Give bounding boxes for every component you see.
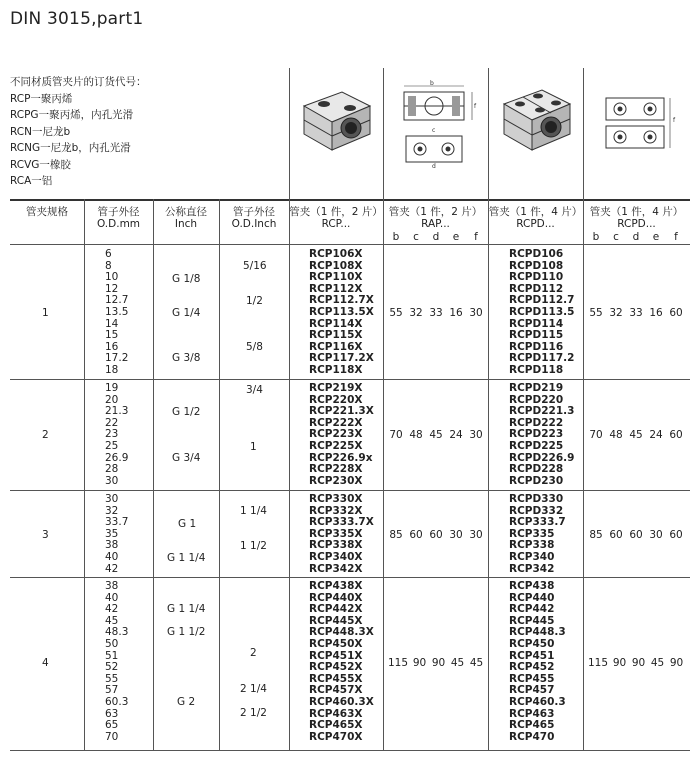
- nominal-cell: G 1 1/2: [167, 626, 206, 638]
- dim-letter: e: [452, 231, 460, 243]
- header-rcp-code: RCP...: [321, 218, 351, 230]
- svg-text:f: f: [673, 117, 676, 124]
- col-divider: [583, 199, 584, 750]
- rcpd-dims-row: [586, 429, 686, 441]
- header-od-mm: [84, 206, 153, 230]
- header-od-inch-cn: 管子外径: [233, 206, 275, 218]
- dim-value: 85: [389, 529, 403, 541]
- dim-value: 55: [589, 307, 603, 319]
- dim-value: 115: [387, 657, 409, 669]
- row-divider: [10, 577, 690, 578]
- legend-item: RCN一尼龙b: [10, 125, 71, 138]
- dim-letter: d: [632, 231, 640, 243]
- size-cell: 1: [42, 307, 49, 319]
- rcp-code-cell: RCP106X RCP108X RCP110X RCP112X RCP112.7X RCP113.5X RCP114X RCP115X RCP116X RCP117.2X RCP118X: [309, 248, 374, 376]
- dim-letter: d: [432, 231, 440, 243]
- dim-value: 60: [609, 529, 623, 541]
- dim-value: 85: [589, 529, 603, 541]
- rcpd-dim-letters: [586, 231, 686, 243]
- dim-value: 55: [389, 307, 403, 319]
- nominal-cell: G 1 1/4: [167, 552, 206, 564]
- header-bottom-border: [10, 244, 690, 245]
- dim-value: 90: [431, 657, 446, 669]
- header-rcpd-cn: 管夹（1 件，4 片）: [488, 206, 583, 218]
- dim-value: 70: [589, 429, 603, 441]
- dim-value: 30: [449, 529, 463, 541]
- dim-value: 90: [612, 657, 627, 669]
- header-rcpd2: [583, 206, 690, 230]
- dim-value: 16: [649, 307, 663, 319]
- nominal-cell: G 1/2: [172, 406, 201, 418]
- dim-value: 90: [669, 657, 684, 669]
- od-inch-cell: 2 1/2: [240, 707, 267, 719]
- header-size: 管夹规格: [26, 206, 68, 218]
- od-inch-cell: 1: [250, 441, 257, 453]
- rcpd-code-cell: RCPD330 RCPD332 RCP333.7 RCP335 RCP338 RCP340 RCP342: [509, 493, 566, 575]
- dim-value: 45: [429, 429, 443, 441]
- dim-value: 32: [409, 307, 423, 319]
- legend-item: RCA一铝: [10, 175, 53, 187]
- header-nominal-cn: 公称直径: [165, 206, 207, 218]
- dim-value: 24: [449, 429, 463, 441]
- rcp-code-cell: RCP330X RCP332X RCP333.7X RCP335X RCP338X RCP340X RCP342X: [309, 493, 374, 575]
- od-inch-cell: 2: [250, 647, 257, 659]
- legend-heading: 不同材质管夹片的订货代号：: [10, 76, 147, 88]
- dim-letter: c: [613, 231, 619, 243]
- dim-value: 60: [669, 429, 683, 441]
- row-divider: [10, 490, 690, 491]
- od-inch-cell: 3/4: [246, 384, 263, 396]
- dim-value: 60: [669, 307, 683, 319]
- dim-value: 90: [412, 657, 427, 669]
- table-bottom-border: [10, 750, 690, 751]
- dim-value: 60: [409, 529, 423, 541]
- dim-value: 30: [649, 529, 663, 541]
- od-inch-cell: 2 1/4: [240, 683, 267, 695]
- rcpd-dimension-drawing: [596, 92, 688, 164]
- header-rap-code: RAP...: [421, 218, 450, 230]
- dim-value: 32: [609, 307, 623, 319]
- legend-item: RCVG一橡胶: [10, 158, 71, 171]
- dim-value: 33: [629, 307, 643, 319]
- rcpd-dims-row: [586, 307, 686, 319]
- rap-dims-row: [386, 307, 486, 319]
- dim-letter: b: [592, 231, 600, 243]
- dim-value: 45: [450, 657, 465, 669]
- size-cell: 3: [42, 529, 49, 541]
- header-nominal-unit: Inch: [174, 218, 198, 230]
- header-rap: [383, 206, 488, 230]
- table-top-border: [10, 199, 690, 201]
- col-divider: [219, 199, 220, 750]
- dim-value: 30: [469, 429, 483, 441]
- dim-value: 16: [449, 307, 463, 319]
- dim-value: 45: [650, 657, 665, 669]
- col-divider: [84, 199, 85, 750]
- od-inch-cell: 1 1/4: [240, 505, 267, 517]
- header-rcp-cn: 管夹（1 件，2 片）: [289, 206, 383, 218]
- header-nominal: [153, 206, 219, 230]
- rcpd-code-cell: RCPD106 RCPD108 RCPD110 RCPD112 RCPD112.7 RCPD113.5 RCPD114 RCPD115 RCPD116 RCPD117.2 RCPD118: [509, 248, 575, 376]
- nominal-cell: G 1/4: [172, 307, 201, 319]
- dim-value: 60: [429, 529, 443, 541]
- dim-value: 70: [389, 429, 403, 441]
- page-title: DIN 3015,part1: [10, 9, 144, 29]
- od-mm-cell: 38 40 42 45 48.3 50 51 52 55 57 60.3 63 65 70: [105, 580, 129, 743]
- header-rcp: [289, 206, 383, 230]
- nominal-cell: G 1/8: [172, 273, 201, 285]
- dim-value: 24: [649, 429, 663, 441]
- col-divider: [488, 199, 489, 750]
- dim-value: 45: [629, 429, 643, 441]
- clamp-2piece-image: [298, 84, 376, 154]
- divider: [289, 68, 290, 199]
- col-divider: [383, 199, 384, 750]
- svg-text:c: c: [432, 127, 436, 134]
- nominal-cell: G 1 1/4: [167, 603, 206, 615]
- header-od-inch: [219, 206, 289, 230]
- rcpd-code-cell: RCP438 RCP440 RCP442 RCP445 RCP448.3 RCP450 RCP451 RCP452 RCP455 RCP457 RCP460.3 RCP463 RCP465 RCP470: [509, 580, 566, 743]
- dim-value: 33: [429, 307, 443, 319]
- rap-dim-letters: [386, 231, 486, 243]
- dim-value: 60: [669, 529, 683, 541]
- od-inch-cell: 1/2: [246, 295, 263, 307]
- svg-text:d: d: [432, 163, 436, 170]
- od-inch-cell: 1 1/2: [240, 540, 267, 552]
- header-od-mm-cn: 管子外径: [97, 206, 140, 218]
- od-mm-cell: 30 32 33.7 35 38 40 42: [105, 493, 129, 575]
- clamp-4piece-image: [498, 82, 576, 154]
- dim-value: 90: [631, 657, 646, 669]
- rcp-code-cell: RCP219X RCP220X RCP221.3X RCP222X RCP223X RCP225X RCP226.9x RCP228X RCP230X: [309, 382, 374, 487]
- dim-letter: b: [392, 231, 400, 243]
- od-mm-cell: 6 8 10 12 12.7 13.5 14 15 16 17.2 18: [105, 248, 129, 376]
- rap-dims-row: [386, 429, 486, 441]
- nominal-cell: G 3/4: [172, 452, 201, 464]
- dim-value: 115: [587, 657, 609, 669]
- od-mm-cell: 19 20 21.3 22 23 25 26.9 28 30: [105, 382, 129, 487]
- nominal-cell: G 3/8: [172, 352, 201, 364]
- size-cell: 4: [42, 657, 49, 669]
- col-divider: [289, 199, 290, 750]
- od-inch-cell: 5/8: [246, 341, 263, 353]
- dim-value: 60: [629, 529, 643, 541]
- col-divider: [153, 199, 154, 750]
- legend-item: RCP一聚丙烯: [10, 92, 73, 105]
- header-rcpd2-code: RCPD...: [617, 218, 656, 230]
- rap-dims-row: [386, 657, 486, 669]
- rcpd-dims-row: [586, 529, 686, 541]
- divider: [488, 68, 489, 199]
- size-cell: 2: [42, 429, 49, 441]
- nominal-cell: G 2: [177, 696, 196, 708]
- dim-letter: f: [674, 231, 678, 243]
- rap-dims-row: [386, 529, 486, 541]
- dim-value: 48: [609, 429, 623, 441]
- rcpd-code-cell: RCPD219 RCPD220 RCPD221.3 RCPD222 RCPD223 RCPD225 RCPD226.9 RCPD228 RCPD230: [509, 382, 575, 487]
- od-inch-cell: 5/16: [243, 260, 267, 272]
- divider: [383, 68, 384, 199]
- header-od-mm-unit: O.D.mm: [96, 218, 141, 230]
- svg-text:f: f: [474, 103, 477, 110]
- svg-text:b: b: [430, 80, 434, 87]
- rcpd-dims-row: [586, 657, 686, 669]
- legend-item: RCNG一尼龙b，内孔光滑: [10, 142, 131, 154]
- header-rcpd2-cn: 管夹（1 件，4 片）: [589, 206, 684, 218]
- rap-dimension-drawing: [392, 78, 484, 170]
- dim-letter: e: [652, 231, 660, 243]
- divider: [583, 68, 584, 199]
- row-divider: [10, 379, 690, 380]
- nominal-cell: G 1: [178, 518, 197, 530]
- dim-value: 30: [469, 529, 483, 541]
- dim-value: 30: [469, 307, 483, 319]
- dim-letter: f: [474, 231, 478, 243]
- dim-letter: c: [413, 231, 419, 243]
- legend-item: RCPG一聚丙烯，内孔光滑: [10, 109, 134, 121]
- dim-value: 45: [469, 657, 484, 669]
- header-rcpd: [488, 206, 583, 230]
- rcp-code-cell: RCP438X RCP440X RCP442X RCP445X RCP448.3X RCP450X RCP451X RCP452X RCP455X RCP457X RCP460.3X RCP463X RCP465X RCP470X: [309, 580, 374, 743]
- header-rap-cn: 管夹（1 件，2 片）: [388, 206, 483, 218]
- dim-value: 48: [409, 429, 423, 441]
- header-od-inch-unit: O.D.Inch: [231, 218, 277, 230]
- header-rcpd-code: RCPD...: [516, 218, 555, 230]
- material-legend: [10, 74, 147, 190]
